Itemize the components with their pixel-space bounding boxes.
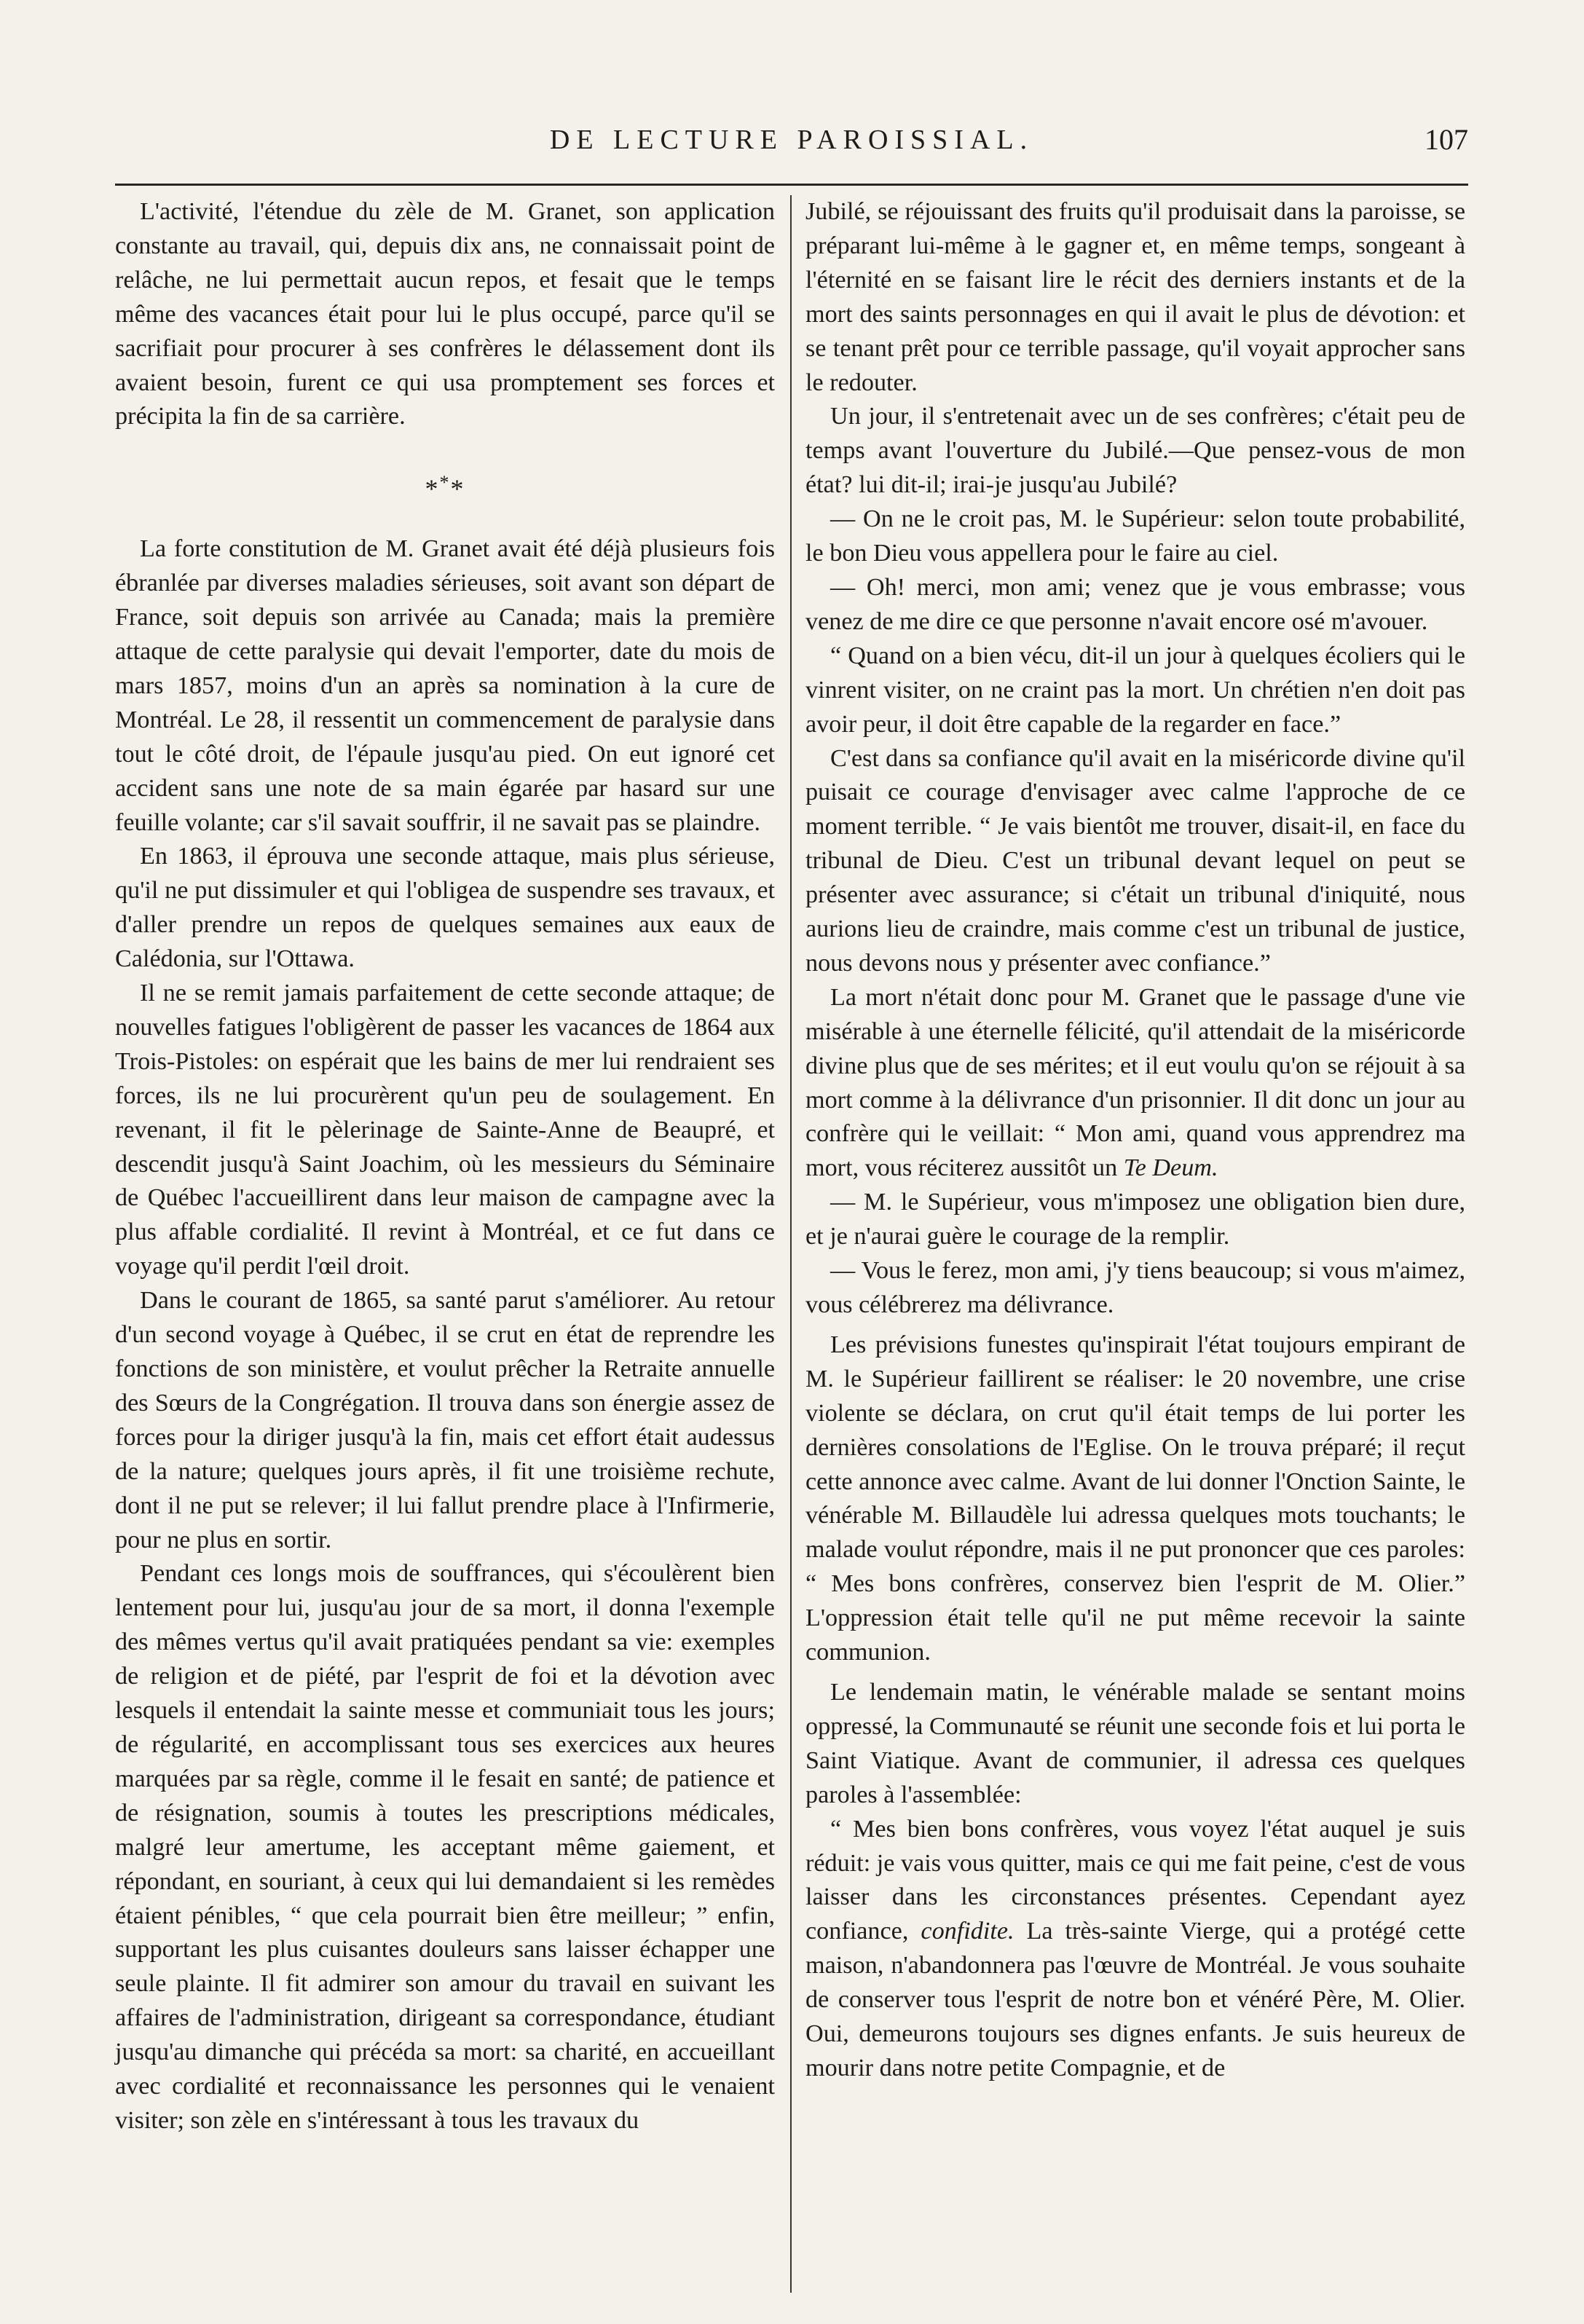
paragraph: — On ne le croit pas, M. le Supérieur: selon toute probabilité, le bon Dieu vous appellera pour le faire au ciel.	[805, 505, 1465, 567]
paragraph: Un jour, il s'entretenait avec un de ses confrères; c'était peu de temps avant l'ouverture du Jubilé.—Que pensez-vous de mon état? lui dit-il; irai-je jusqu'au Jubilé?	[805, 403, 1465, 499]
page-number: 107	[1425, 123, 1468, 156]
paragraph-text: “ Mes bien bons confrères, vous voyez l'état auquel je suis réduit: je vais vous quitter, mais ce qui me fait peine, c'est de vous laisser dans les circonstances présentes. Cependant ayez confiance,	[805, 1815, 1465, 1945]
paragraph-text: La mort n'était donc pour M. Granet que le passage d'une vie misérable à une éternelle félicité, qu'il attendait de la miséricorde divine plus que de ses mérites; et il eut voulu qu'on se réjouit à sa mort comme à la délivrance d'un prisonnier. Il dit donc un jour au confrère qui le veillait: “ Mon ami, quand vous apprendrez ma mort, vous réciterez aussitôt un	[805, 983, 1465, 1182]
paragraph	[805, 1813, 1465, 2086]
italic-confidite: confidite.	[921, 1918, 1014, 1945]
italic-te-deum: Te Deum.	[1123, 1154, 1218, 1182]
separator-star: *	[450, 474, 465, 504]
paragraph: Il ne se remit jamais parfaitement de cette seconde attaque; de nouvelles fatigues l'obligèrent de passer les vacances de 1864 aux Trois-Pistoles: on espérait que les bains de mer lui rendraient ses forces, ils ne lui procurèrent qu'un peu de soulagement. En revenant, il fit le pèlerinage de Sainte-Anne de Beaupré, et descendit jusqu'à Saint Joachim, où les messieurs du Séminaire de Québec l'accueillirent dans leur maison de campagne avec la plus affable cordialité. Il revint à Montréal, et ce fut dans ce voyage qu'il perdit l'œil droit.	[115, 980, 775, 1280]
running-header	[115, 118, 1468, 169]
paragraph: “ Quand on a bien vécu, dit-il un jour à quelques écoliers qui le vinrent visiter, on ne craint pas la mort. Un chrétien n'en doit pas avoir peur, il doit être capable de la regarder en face.”	[805, 642, 1465, 738]
paragraph: Le lendemain matin, le vénérable malade se sentant moins oppressé, la Communauté se réunit une seconde fois et lui porta le Saint Viatique. Avant de communier, il adressa ces quelques paroles à l'assemblée:	[805, 1678, 1465, 1808]
paragraph: — Oh! merci, mon ami; venez que je vous embrasse; vous venez de me dire ce que personne n'avait encore osé m'avouer.	[805, 573, 1465, 635]
paragraph: En 1863, il éprouva une seconde attaque, mais plus sérieuse, qu'il ne put dissimuler et qui l'obligea de suspendre ses travaux, et d'aller prendre un repos de quelques semaines aux eaux de Calédonia, sur l'Ottawa.	[115, 843, 775, 973]
paragraph: Jubilé, se réjouissant des fruits qu'il produisait dans la paroisse, se préparant lui-même à le gagner et, en même temps, songeant à l'éternité en se faisant lire le récit des derniers instants et de la mort des saints personnages en qui il avait le plus de dévotion: et se tenant prêt pour ce terrible passage, qu'il voyait approcher sans le redouter.	[805, 198, 1465, 396]
running-title: DE LECTURE PAROISSIAL.	[549, 125, 1034, 155]
paragraph	[805, 981, 1465, 1186]
paragraph: Dans le courant de 1865, sa santé parut s'améliorer. Au retour d'un second voyage à Québec, il se crut en état de reprendre les fonctions de son ministère, et voulut prêcher la Retraite annuelle des Sœurs de la Congrégation. Il trouva dans son énergie assez de forces pour la diriger jusqu'à la fin, mais cet effort était audessus de la nature; quelques jours après, il fit une troisième rechute, dont il ne put se relever; il lui fallut prendre place à l'Infirmerie, pour ne plus en sortir.	[115, 1287, 775, 1553]
left-column	[115, 195, 775, 2293]
separator-star: *	[425, 474, 440, 504]
section-separator	[115, 466, 775, 506]
header-rule	[115, 184, 1468, 186]
paragraph: — Vous le ferez, mon ami, j'y tiens beaucoup; si vous m'aimez, vous célébrerez ma délivrance.	[805, 1257, 1465, 1318]
paragraph: Pendant ces longs mois de souffrances, qui s'écoulèrent bien lentement pour lui, jusqu'au jour de sa mort, il donna l'exemple des mêmes vertus qu'il avait pratiquées pendant sa vie: exemples de religion et de piété, par l'esprit de foi et la dévotion avec lesquels il entendait la sainte messe et communiait tous les jours; de régularité, en accomplissant tous ses exercices aux heures marquées par sa règle, comme il le fesait en santé; de patience et de résignation, soumis à toutes les prescriptions médicales, malgré leur amertume, les acceptant même gaiement, et répondant, en souriant, à ceux qui lui demandaient si les remèdes étaient pénibles, “ que cela pourrait bien être meilleur; ” enfin, supportant les plus cuisantes douleurs sans laisser échapper une seule plainte. Il fit admirer son amour du travail en suivant les affaires de l'administration, dirigeant sa correspondance, étudiant jusqu'au dimanche qui précéda sa mort: sa charité, en accueillant avec cordialité et reconnaissance les personnes qui le venaient visiter; son zèle en s'intéressant à tous les travaux du	[115, 1560, 775, 2134]
paragraph: La forte constitution de M. Granet avait été déjà plusieurs fois ébranlée par diverses maladies sérieuses, soit avant son départ de France, soit depuis son arrivée au Canada; mais la première attaque de cette paralysie qui devait l'emporter, date du mois de mars 1857, moins d'un an après sa nomination à la cure de Montréal. Le 28, il ressentit un commencement de paralysie dans tout le côté droit, de l'épaule jusqu'au pied. On eut ignoré cet accident sans une note de sa main égarée par hasard sur une feuille volante; car s'il savait souffrir, il ne savait pas se plaindre.	[115, 535, 775, 836]
right-column	[805, 195, 1465, 2293]
paragraph: C'est dans sa confiance qu'il avait en la miséricorde divine qu'il puisait ce courage d'envisager avec calme l'approche de ce moment terrible. “ Je vais bientôt me trouver, disait-il, en face du tribunal de Dieu. C'est un tribunal devant lequel on peut se présenter avec assurance; si c'était un tribunal d'iniquité, nous aurions lieu de craindre, mais comme c'est un tribunal de justice, nous devons nous y présenter avec confiance.”	[805, 744, 1465, 977]
column-divider	[790, 195, 792, 2293]
paragraph: Les prévisions funestes qu'inspirait l'état toujours empirant de M. le Supérieur faillirent se réaliser: le 20 novembre, une crise violente se déclara, on crut qu'il était temps de lui porter les dernières consolations de l'Eglise. On le trouva préparé; il reçut cette annonce avec calme. Avant de lui donner l'Onction Sainte, le vénérable M. Billaudèle lui adressa quelques mots touchants; le malade voulut répondre, mais il ne put prononcer que ces paroles: “ Mes bons confrères, conservez bien l'esprit de M. Olier.” L'oppression était telle qu'il ne put même recevoir la sainte communion.	[805, 1331, 1465, 1666]
paragraph: — M. le Supérieur, vous m'imposez une obligation bien dure, et je n'aurai guère le courage de la remplir.	[805, 1189, 1465, 1250]
separator-star: *	[439, 472, 451, 494]
paragraph-text: La très-sainte Vierge, qui a protégé cette maison, n'abandonnera pas l'œuvre de Montréal. Je vous souhaite de conserver tous l'esprit de notre bon et vénéré Père, M. Olier. Oui, demeurons toujours ses dignes enfants. Je suis heureux de mourir dans notre petite Compagnie, et de	[805, 1918, 1466, 2081]
paragraph: L'activité, l'étendue du zèle de M. Granet, son application constante au travail, qui, depuis dix ans, ne connaissait point de relâche, ne lui permettait aucun repos, et fesait que le temps même des vacances était pour lui le plus occupé, parce qu'il se sacrifiait pour procurer à ses confrères le délassement dont ils avaient besoin, furent ce qui usa promptement ses forces et précipita la fin de sa carrière.	[115, 198, 775, 430]
